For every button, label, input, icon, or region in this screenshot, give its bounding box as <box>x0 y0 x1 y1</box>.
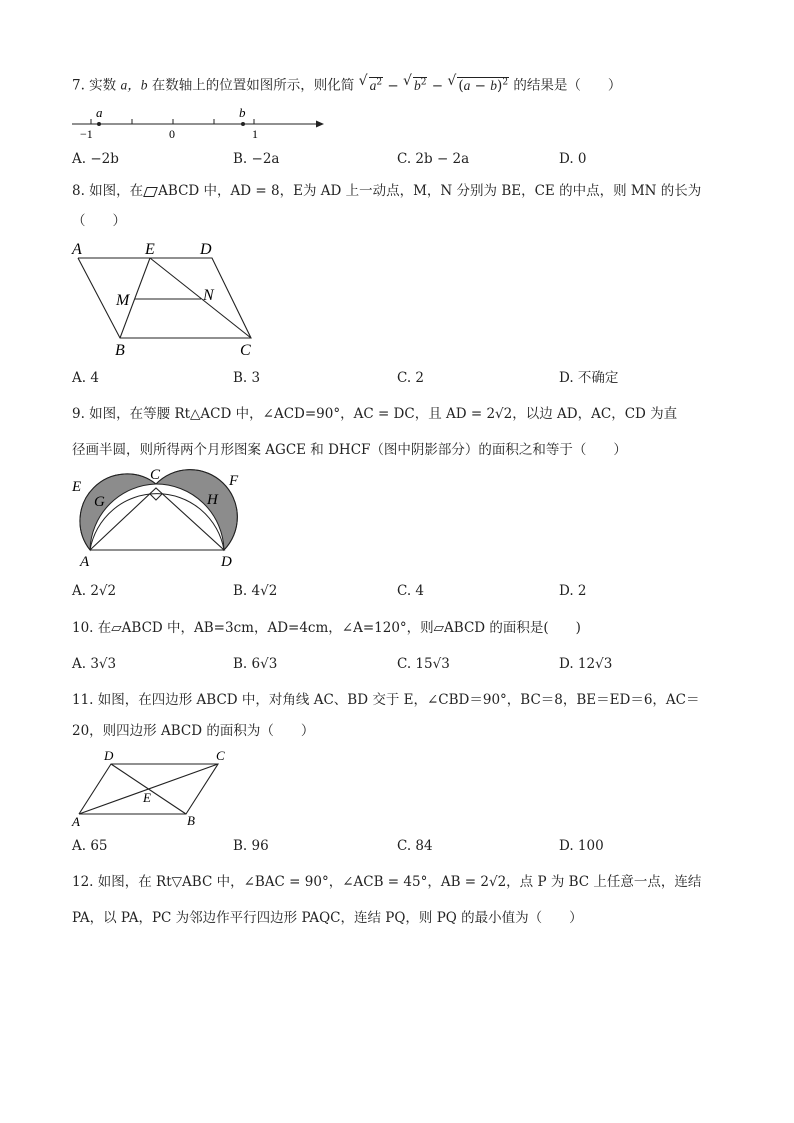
q8-stem-line1 <box>72 181 701 201</box>
q9-figure <box>66 466 250 572</box>
q8-label-D: D <box>200 241 212 258</box>
q8-option-d[interactable]: D. 不确定 <box>559 370 619 386</box>
q8-option-a[interactable]: A. 4 <box>72 370 99 386</box>
q10-stem-line1: 10. 在▱ABCD 中，AB=3cm，AD=4cm，∠A=120°，则▱ABCD 的面积是( ) <box>72 620 581 636</box>
q8-label-A: A <box>72 241 82 258</box>
q7-option-b[interactable]: B. −2a <box>233 151 280 167</box>
q7-mid: 在数轴上的位置如图所示，则化简 <box>151 77 355 94</box>
q7-option-c[interactable]: C. 2b − 2a <box>397 151 470 167</box>
q8-figure <box>66 238 266 362</box>
q11-label-C: C <box>216 748 225 763</box>
point-a <box>97 122 101 126</box>
tick-label-1: 1 <box>252 127 258 141</box>
q10-option-d[interactable]: D. 12√3 <box>559 656 613 672</box>
q9-label-E: E <box>72 479 82 495</box>
q11-stem-line2: 20，则四边形 ABCD 的面积为（ ） <box>72 723 315 739</box>
parallelogram-symbol-icon <box>143 187 158 197</box>
q8-line1b: ABCD 中，AD = 8，E为 AD 上一动点，M，N 分别为 BE，CE 的中点，则 MN 的长为 <box>158 183 702 199</box>
q8-stem-line2: （ ） <box>72 213 126 229</box>
q9-label-G: G <box>94 494 105 510</box>
point-b <box>241 122 245 126</box>
label-b: b <box>239 105 246 120</box>
q9-option-a[interactable]: A. 2√2 <box>72 583 117 599</box>
q9-label-F: F <box>229 473 239 489</box>
q11-option-d[interactable]: D. 100 <box>559 838 604 854</box>
q11-label-A: A <box>72 814 80 829</box>
q9-label-A: A <box>80 554 90 570</box>
q10-option-b[interactable]: B. 6√3 <box>233 656 278 672</box>
q8-option-c[interactable]: C. 2 <box>397 370 425 386</box>
q7-formula: √ $a^2$ − √ $b^2$ − √ $(a - b)^2$ <box>359 78 514 94</box>
q11-stem-line1: 11. 如图，在四边形 ABCD 中，对角线 AC、BD 交于 E，∠CBD＝90°，BC＝8，BE＝ED＝6，AC＝ <box>72 692 700 708</box>
q12-stem-line1: 12. 如图，在 Rt▽ABC 中，∠BAC = 90°，∠ACB = 45°，AB = 2√2，点 P 为 BC 上任意一点，连结 <box>72 874 702 890</box>
q11-option-c[interactable]: C. 84 <box>397 838 433 854</box>
q11-option-a[interactable]: A. 65 <box>72 838 108 854</box>
q7-vars: a，b <box>120 77 148 93</box>
q8-label-C: C <box>240 342 251 359</box>
label-a: a <box>96 105 103 120</box>
q9-stem-line2: 径画半圆，则所得两个月形图案 AGCE 和 DHCF（图中阴影部分）的面积之和等于（ ） <box>72 442 627 458</box>
q8-label-N: N <box>203 287 214 304</box>
q11-option-b[interactable]: B. 96 <box>233 838 269 854</box>
tick-label-0: 0 <box>169 127 175 141</box>
q11-label-B: B <box>187 813 195 828</box>
q9-option-d[interactable]: D. 2 <box>559 583 587 599</box>
q8-option-b[interactable]: B. 3 <box>233 370 261 386</box>
q11-label-E: E <box>143 790 151 805</box>
q8-label-E: E <box>145 241 155 258</box>
q11-label-D: D <box>104 748 114 763</box>
q7-option-d[interactable]: D. 0 <box>559 151 587 167</box>
q8-label-M: M <box>116 292 130 309</box>
q9-label-C: C <box>150 467 161 483</box>
q7-suffix: 的结果是（ ） <box>513 77 622 94</box>
q7-option-a[interactable]: A. −2b <box>72 151 119 167</box>
q9-option-b[interactable]: B. 4√2 <box>233 583 278 599</box>
q10-option-a[interactable]: A. 3√3 <box>72 656 117 672</box>
q9-option-c[interactable]: C. 4 <box>397 583 425 599</box>
q7-number-line <box>66 104 330 142</box>
q9-label-D: D <box>221 554 232 570</box>
q9-label-H: H <box>207 492 218 508</box>
tick-label-neg1: −1 <box>80 127 93 141</box>
q12-stem-line2: PA，以 PA，PC 为邻边作平行四边形 PAQC，连结 PQ，则 PQ 的最小值为（ ） <box>72 910 583 926</box>
q8-label-B: B <box>115 342 125 359</box>
q10-option-c[interactable]: C. 15√3 <box>397 656 450 672</box>
q11-figure <box>66 746 236 832</box>
q8-line1: 8. 如图，在 <box>72 183 144 199</box>
q7-prefix: 7. 实数 <box>72 77 117 94</box>
q7-stem <box>72 72 621 96</box>
q9-stem-line1: 9. 如图，在等腰 Rt△ACD 中，∠ACD=90°，AC = DC，且 AD = 2√2，以边 AD，AC，CD 为直 <box>72 406 678 422</box>
